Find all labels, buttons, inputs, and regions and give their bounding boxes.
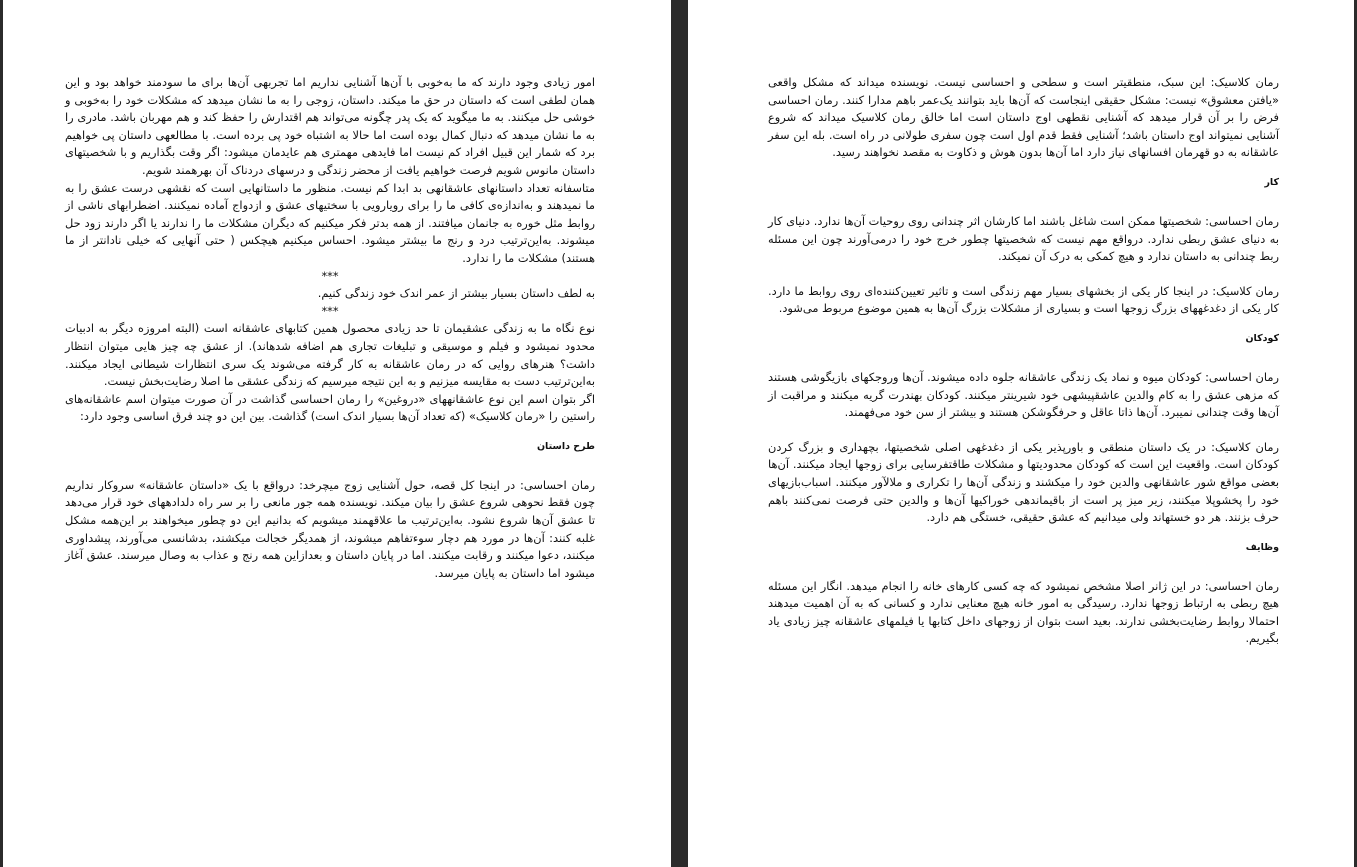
paragraph: نوع نگاه ما به زندگی عشقیمان تا حد زیادی محصول همین کتابهای عاشقانه است (البته امروزه دیگر به ادبیات محدود نمیشود و فیلم و موسیقی و تبلیغات تجاری هم اضافه شدهاند). از عشق چه چیز هایی میتوان انتظار داشت؟ هنرهای روایی که در رمان عاشقانه به کار گرفته می‌شوند یک سری انتظارات شیطانی ایجاد میکنند. به‌این‌ترتیب دست به مقایسه میزنیم و به این نتیجه میرسیم که زندگی عشقی ما اصلا رضایت‌بخش نیست. xyxy=(65,321,595,389)
paragraph: اگر بتوان اسم این نوع عاشقانههای «دروغین» را رمان احساسی گذاشت در آن صورت میتوان اسم عاشقانه‌های راستین را «رمان کلاسیک» (که تعداد آن‌ها بسیار اندک است) گذاشت. بین این دو چند فرق اساسی وجود دارد: xyxy=(65,391,595,424)
document-page-left xyxy=(3,0,671,867)
paragraph: رمان کلاسیک: این سبک، منطقیتر است و سطحی و احساسی نیست. نویسنده میداند که مشکل واقعی «یافتن معشوق» نیست: مشکل حقیقی اینجاست که آن‌ها باید بتوانند یک‌عمر باهم مدارا کنند. رمان احساسی فرض را بر آن قرار میدهد که آشنایی نقطهی اوج داستان است اما خالق رمان کلاسیک میداند که شروع آشنایی نمیتواند اوج داستان باشد؛ آشنایی فقط قدم اول است چون سفری طولانی در راه است. بله این سفر عاشقانه به دو قهرمان افسانهای نیاز دارد اما آن‌ها بدون هوش و ذکاوت به مقصد نخواهند رسید. xyxy=(768,75,1279,160)
paragraph: رمان احساسی: کودکان میوه و نماد یک زندگی عاشقانه جلوه داده میشوند. آن‌ها وروجکهای بازیگوشی هستند که مزهی عشق را به کام والدین عاشقپیشهی خود شیرینتر میکنند. کودکان بهندرت گریه میکنند و مراقبت از آن‌ها وقت چندانی نمیبرد. آن‌ها ذاتا عاقل و حرفگوشکن هستند و بیشتر از سن خود می‌فهمند. xyxy=(768,369,1279,420)
paragraph: به لطف داستان بسیار بیشتر از عمر اندک خود زندگی کنیم. xyxy=(317,286,595,301)
paragraph: رمان احساسی: در این ژانر اصلا مشخص نمیشود که چه کسی کارهای خانه را انجام میدهد. انگار این مسئله هیچ ربطی به ارتباط زوجها ندارد. رسیدگی به امور خانه هیچ معنایی ندارد و کسانی که به آن اهمیت میدهند احتمالا روابط رضایت‌بخشی ندارند. بعید است بتوان از زوجهای داخل کتابها یا فیلمهای عاشقانه چیز زیادی یاد بگیریم. xyxy=(768,578,1279,646)
section-heading: وظایف xyxy=(1245,541,1279,553)
paragraph: رمان کلاسیک: در یک داستان منطقی و باورپذیر یکی از دغدغهی اصلی شخصیتها، بچهداری و بزرگ کردن کودکان است. واقعیت این است که کودکان محدودیتها و مشکلات طاقتفرسایی برای زوجها ایجاد میکنند. آن‌ها بعضی مواقع شور عاشقانهی والدین خود را میکشند و زندگی آن‌ها را تکراری و ملالآور میکنند. اسباب‌بازیهای خود را پخشوپلا میکنند، زیر میز پر است از باقیماندهی خوراکیها آن‌ها و والدین حتی فرصت نمی‌کنند باهم حرف بزنند. هر دو خستهاند ولی میدانیم که عشق حقیقی، خستگی هم دارد. xyxy=(768,439,1279,525)
section-heading: کار xyxy=(1264,176,1279,188)
section-separator: *** xyxy=(321,303,339,318)
document-page-right xyxy=(688,0,1354,867)
section-heading: طرح داستان xyxy=(536,440,595,452)
section-heading: کودکان xyxy=(1245,332,1279,344)
page-text-left xyxy=(65,74,595,582)
paragraph: رمان کلاسیک: در اینجا کار یکی از بخشهای بسیار مهم زندگی است و تاثیر تعیین‌کننده‌ای روی روابط ما دارد. کار یکی از دغدغههای بزرگ زوجها است و بسیاری از مشکلات بزرگ آن‌ها به همین موضوع مربوط می‌شود. xyxy=(768,283,1279,316)
paragraph: امور زیادی وجود دارند که ما به‌خوبی با آن‌ها آشنایی نداریم اما تجربهی آن‌ها برای ما سودمند خواهد بود و این همان لطفی است که داستان در حق ما میکند. داستان، زوجی را به ما نشان میدهد که مشکلات خود را به‌خوبی و خوشی حل میکنند. به ما میگوید که یک پدر چگونه می‌تواند هم اقتدارش را حفظ کند و هم مهربان باشد. مادری را به ما نشان میدهد که دنبال کمال بوده است اما حالا به اشتباه خود پی برده است. با مطالعهی داستان پی خواهیم برد که شمار این قبیل افراد کم نیست اما فایدهی مهمتری هم عایدمان میشود: اگر وقت بگذاریم و با شخصیتهای داستان مانوس شویم فرصت خواهیم یافت از محضر زندگی و درسهای دردناک آن بهرهمند شویم. xyxy=(65,75,595,177)
paragraph: رمان احساسی: شخصیتها ممکن است شاغل باشند اما کارشان اثر چندانی روی روحیات آن‌ها ندارد. دنیای کار به دنیای عشق ربطی ندارد. درواقع مهم نیست که شخصیتها چطور خرج خود را درمی‌آورند چون این مسئله ربط چندانی به داستان ندارد و هیچ کمکی به درک آن نمیکند. xyxy=(768,213,1279,264)
page-text-right xyxy=(768,74,1279,648)
section-separator: *** xyxy=(321,268,339,283)
paragraph: رمان احساسی: در اینجا کل قصه، حول آشنایی زوج میچرخد: درواقع با یک «داستان عاشقانه» سروکار نداریم چون فقط نحوهی شروع عشق را بیان میکند. نویسنده همه جور مانعی را بر سر راه دلدادههای خود قرار می‌دهد تا عشق آن‌ها شروع نشود. به‌این‌ترتیب ما علاقهمند میشویم که بدانیم این دو چطور میخواهند بر این‌همه مشکل غلبه کنند: آن‌ها در مورد هم دچار سوءتفاهم میشوند، از همدیگر خجالت میکشند، بدشانسی می‌آورند، پیشداوری میکنند، دعوا میکنند و رقابت میکنند. اما در پایان داستان و بعدازاین همه رنج و عذاب به وصال میرسند. عشق آغاز میشود اما داستان به پایان میرسد. xyxy=(65,477,595,580)
paragraph: متاسفانه تعداد داستانهای عاشقانهی بد ابدا کم نیست. منظور ما داستانهایی است که نقشهی درست عشق را به ما نمیدهند و به‌اندازه‌ی کافی ما را برای رویارویی با سختیهای عشق و ازدواج آماده نمیکنند. اضطرابهای ناشی از روابط مثل خوره به جانمان میافتند. از همه بدتر فکر میکنیم که دیگران مشکلات ما را ندارند یا اگر دارند زود حل میشوند. به‌این‌ترتیب درد و رنج ما بیشتر میشود. احساس میکنیم هیچکس ( حتی آنهایی که خیلی نادانتر از ما هستند) مشکلات ما را ندارد. xyxy=(65,180,595,265)
